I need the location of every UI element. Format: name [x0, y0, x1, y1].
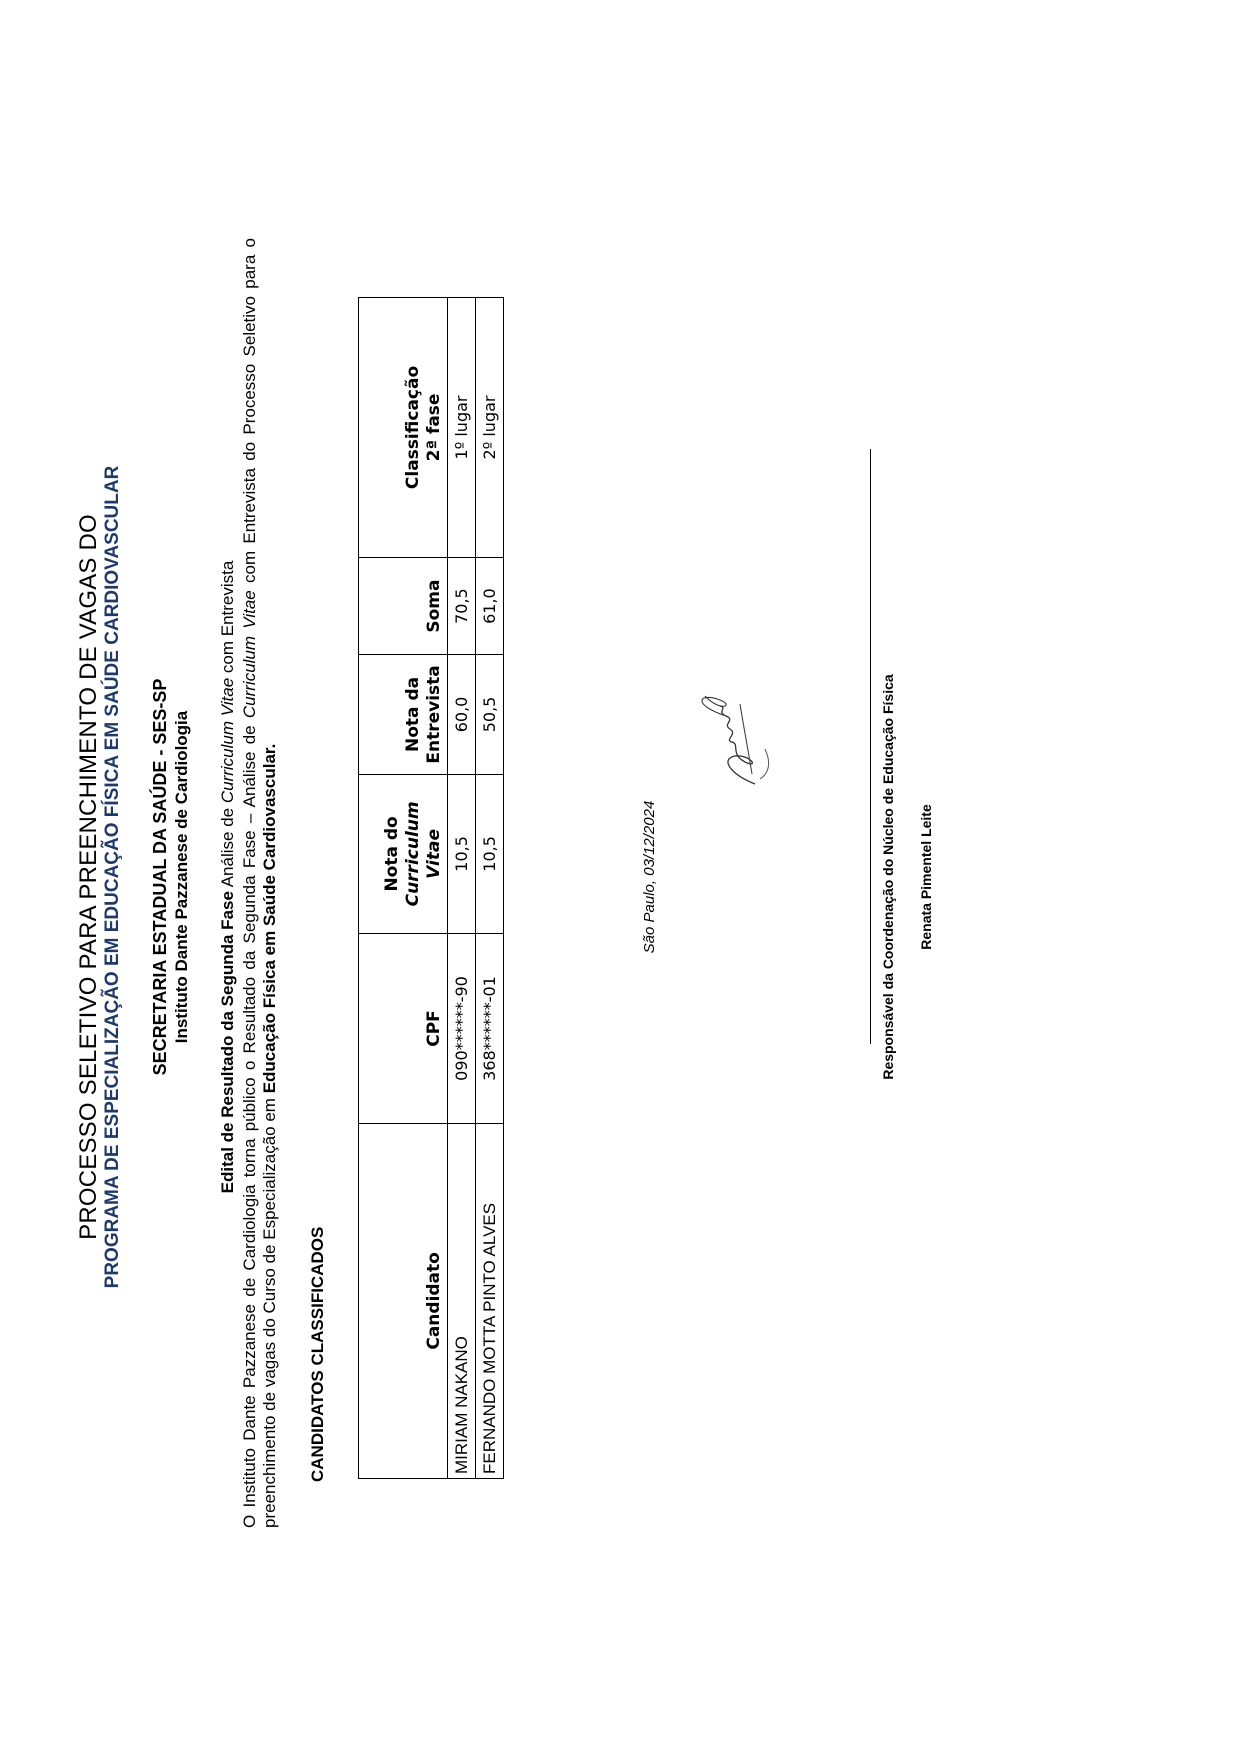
cell-cpf: 090******-90 — [448, 934, 476, 1124]
table-header-row — [359, 298, 448, 1479]
header-cv-line1: Nota do — [382, 816, 402, 892]
edital-bold: Edital de Resultado da Segunda Fase — [218, 891, 237, 1194]
cell-classificacao: 1º lugar — [448, 298, 476, 558]
header-candidato: Candidato — [359, 1123, 448, 1478]
cell-cpf: 368******-01 — [476, 934, 504, 1124]
header-cv-line3: Vitae — [424, 829, 444, 879]
edital-italic: Curriculum Vitae — [218, 677, 237, 804]
date-line: São Paulo, 03/12/2024 — [641, 800, 658, 954]
signature-name: Renata Pimentel Leite — [918, 804, 934, 950]
header-cpf: CPF — [359, 934, 448, 1124]
paragraph-italic: Curriculum Vitae — [240, 590, 259, 719]
paragraph-part1: O Instituto Dante Pazzanese de Cardiologia torna público o Resultado da Segunda Fase – Análise de — [240, 718, 259, 1528]
cell-nota-entrevista: 50,5 — [476, 655, 504, 774]
cell-candidato: MIRIAM NAKANO — [448, 1123, 476, 1478]
edital-line — [218, 0, 238, 1754]
signature-image — [660, 684, 790, 804]
cell-nota-cv: 10,5 — [476, 774, 504, 934]
edital-text-a: Análise de — [218, 803, 237, 892]
header-nota-entrevista — [359, 655, 448, 774]
table-row — [476, 298, 504, 1479]
paragraph-part2: com Entrevista do Processo Seletivo para o preenchimento de vagas do Curso de Especialização em — [240, 238, 279, 1528]
cell-classificacao: 2º lugar — [476, 298, 504, 558]
cell-nota-entrevista: 60,0 — [448, 655, 476, 774]
header-ent-line1: Nota da — [403, 676, 423, 752]
intro-paragraph — [240, 238, 279, 1528]
header-classificacao — [359, 298, 448, 558]
edital-text-b: com Entrevista — [218, 560, 237, 678]
header-ent-line2: Entrevista — [424, 665, 444, 764]
cell-soma: 61,0 — [476, 557, 504, 654]
header-class-line1: Classificação — [403, 365, 423, 490]
header-cv-line2: Curriculum — [403, 801, 423, 907]
table-row — [448, 298, 476, 1479]
secretaria-title: SECRETARIA ESTADUAL DA SAÚDE - SES-SP — [150, 678, 170, 1076]
results-table — [358, 297, 504, 1479]
signature-role: Responsável da Coordenação do Núcleo de Educação Física — [880, 674, 896, 1080]
paragraph-bold: Educação Física em Saúde Cardiovascular. — [259, 743, 279, 1094]
cell-candidato: FERNANDO MOTTA PINTO ALVES — [476, 1123, 504, 1478]
header-title: PROCESSO SELETIVO PARA PREENCHIMENTO DE VAGAS DO — [75, 514, 102, 1240]
program-title: PROGRAMA DE ESPECIALIZAÇÃO EM EDUCAÇÃO FÍSICA EM SAÚDE CARDIOVASCULAR — [102, 465, 123, 1289]
cell-soma: 70,5 — [448, 557, 476, 654]
header-soma: Soma — [359, 557, 448, 654]
header-nota-cv — [359, 774, 448, 934]
instituto-title: Instituto Dante Pazzanese de Cardiologia — [172, 710, 191, 1044]
signature-line — [870, 449, 871, 1044]
cell-nota-cv: 10,5 — [448, 774, 476, 934]
header-class-line2: 2ª fase — [424, 393, 444, 462]
section-title: CANDIDATOS CLASSIFICADOS — [308, 1226, 327, 1482]
